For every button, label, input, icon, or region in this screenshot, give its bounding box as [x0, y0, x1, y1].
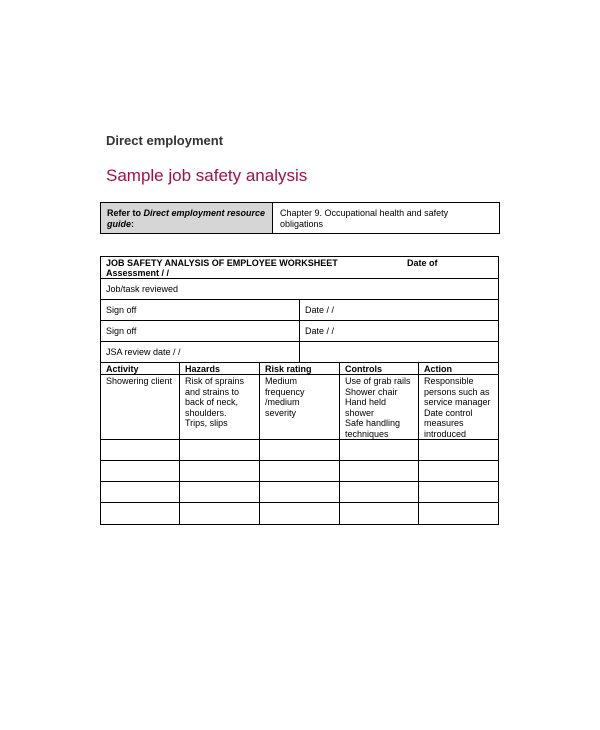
date-field[interactable]: [300, 321, 498, 341]
empty-cell[interactable]: [101, 503, 180, 524]
controls-cell[interactable]: [340, 375, 419, 439]
reference-value-line: obligations: [280, 219, 324, 229]
jsa-review-field[interactable]: [101, 342, 300, 362]
cell-line: /medium: [265, 397, 300, 407]
cell-line: service manager: [424, 397, 491, 407]
date-label: Date / /: [305, 326, 335, 336]
risk-rating-cell[interactable]: [260, 375, 340, 439]
jsa-review-label: JSA review date / /: [106, 347, 181, 357]
reference-value: [273, 203, 499, 233]
column-header-risk-rating: Risk rating: [260, 363, 340, 374]
date-label: Date / /: [305, 305, 335, 315]
empty-cell[interactable]: [419, 461, 498, 481]
reference-label-suffix: :: [131, 219, 134, 229]
empty-cell[interactable]: [260, 461, 340, 481]
hazards-cell[interactable]: [180, 375, 260, 439]
empty-cell[interactable]: [260, 482, 340, 502]
empty-cell[interactable]: [180, 503, 260, 524]
cell-line: persons such as: [424, 386, 490, 397]
cell-line: and strains to: [185, 386, 240, 397]
empty-cell[interactable]: [340, 440, 419, 460]
sign-off-field[interactable]: [101, 321, 300, 341]
sign-off-label: Sign off: [106, 305, 137, 315]
job-task-label: Job/task reviewed: [106, 284, 179, 294]
cell-line: shoulders.: [185, 407, 227, 418]
sign-off-row: [101, 300, 498, 321]
reference-label-italic: Direct employment resource guide: [107, 208, 266, 229]
sign-off-field[interactable]: [101, 300, 300, 320]
empty-cell[interactable]: [419, 482, 498, 502]
column-header-action: Action: [424, 364, 452, 374]
cell-line: back of neck,: [185, 397, 239, 407]
assessment-label: Assessment / /: [106, 268, 170, 278]
cell-line: Risk of sprains: [185, 376, 245, 386]
column-header-activity: Activity: [101, 363, 180, 374]
jsa-review-row: [101, 342, 498, 363]
page-title: Sample job safety analysis: [106, 166, 308, 185]
empty-cell[interactable]: [300, 342, 498, 362]
action-cell[interactable]: [419, 375, 498, 439]
cell-line: measures: [424, 418, 464, 428]
empty-cell[interactable]: [340, 461, 419, 481]
empty-cell[interactable]: [101, 440, 180, 460]
cell-line: techniques: [345, 428, 389, 439]
cell-line: Date control: [424, 407, 473, 418]
reference-label-prefix: Refer to: [107, 208, 144, 218]
cell-line: Safe handling: [345, 418, 401, 428]
date-field[interactable]: [300, 300, 498, 320]
column-header-hazards: Hazards: [180, 363, 260, 374]
cell-line: shower: [345, 407, 375, 418]
empty-cell[interactable]: [419, 503, 498, 524]
sign-off-row: [101, 321, 498, 342]
table-row: [101, 482, 498, 503]
column-header-row: [101, 363, 498, 375]
cell-line: introduced: [424, 428, 467, 439]
worksheet-table: [100, 256, 499, 525]
column-header-controls: Controls: [340, 363, 419, 374]
empty-cell[interactable]: [180, 482, 260, 502]
cell-line: frequency: [265, 386, 305, 397]
table-row: [101, 440, 498, 461]
cell-line: Trips, slips: [185, 418, 228, 428]
empty-cell[interactable]: [180, 440, 260, 460]
job-task-row[interactable]: [101, 279, 498, 300]
cell-line: Shower chair: [345, 386, 398, 397]
cell-line: Use of grab rails: [345, 376, 411, 386]
empty-cell[interactable]: [101, 461, 180, 481]
table-row: [101, 375, 498, 440]
section-heading: Direct employment: [106, 133, 224, 148]
table-row: [101, 461, 498, 482]
empty-cell[interactable]: [260, 440, 340, 460]
reference-value-line: Chapter 9. Occupational health and safety: [280, 208, 449, 218]
empty-cell[interactable]: [260, 503, 340, 524]
date-of-label: Date of: [407, 258, 438, 268]
empty-cell[interactable]: [419, 440, 498, 460]
reference-label: [101, 203, 273, 233]
empty-cell[interactable]: [340, 482, 419, 502]
cell-line: severity: [265, 407, 297, 418]
empty-cell[interactable]: [101, 482, 180, 502]
table-row: [101, 503, 498, 524]
cell-line: Hand held: [345, 397, 387, 407]
sign-off-label: Sign off: [106, 326, 137, 336]
empty-cell[interactable]: [180, 461, 260, 481]
cell-line: Showering client: [106, 376, 173, 386]
cell-line: Responsible: [424, 376, 474, 386]
cell-line: Medium: [265, 376, 298, 386]
worksheet-header-row: [101, 257, 498, 279]
reference-table: [100, 202, 500, 234]
worksheet-title: JOB SAFETY ANALYSIS OF EMPLOYEE WORKSHEET: [106, 258, 338, 268]
activity-cell[interactable]: [101, 375, 180, 439]
empty-cell[interactable]: [340, 503, 419, 524]
